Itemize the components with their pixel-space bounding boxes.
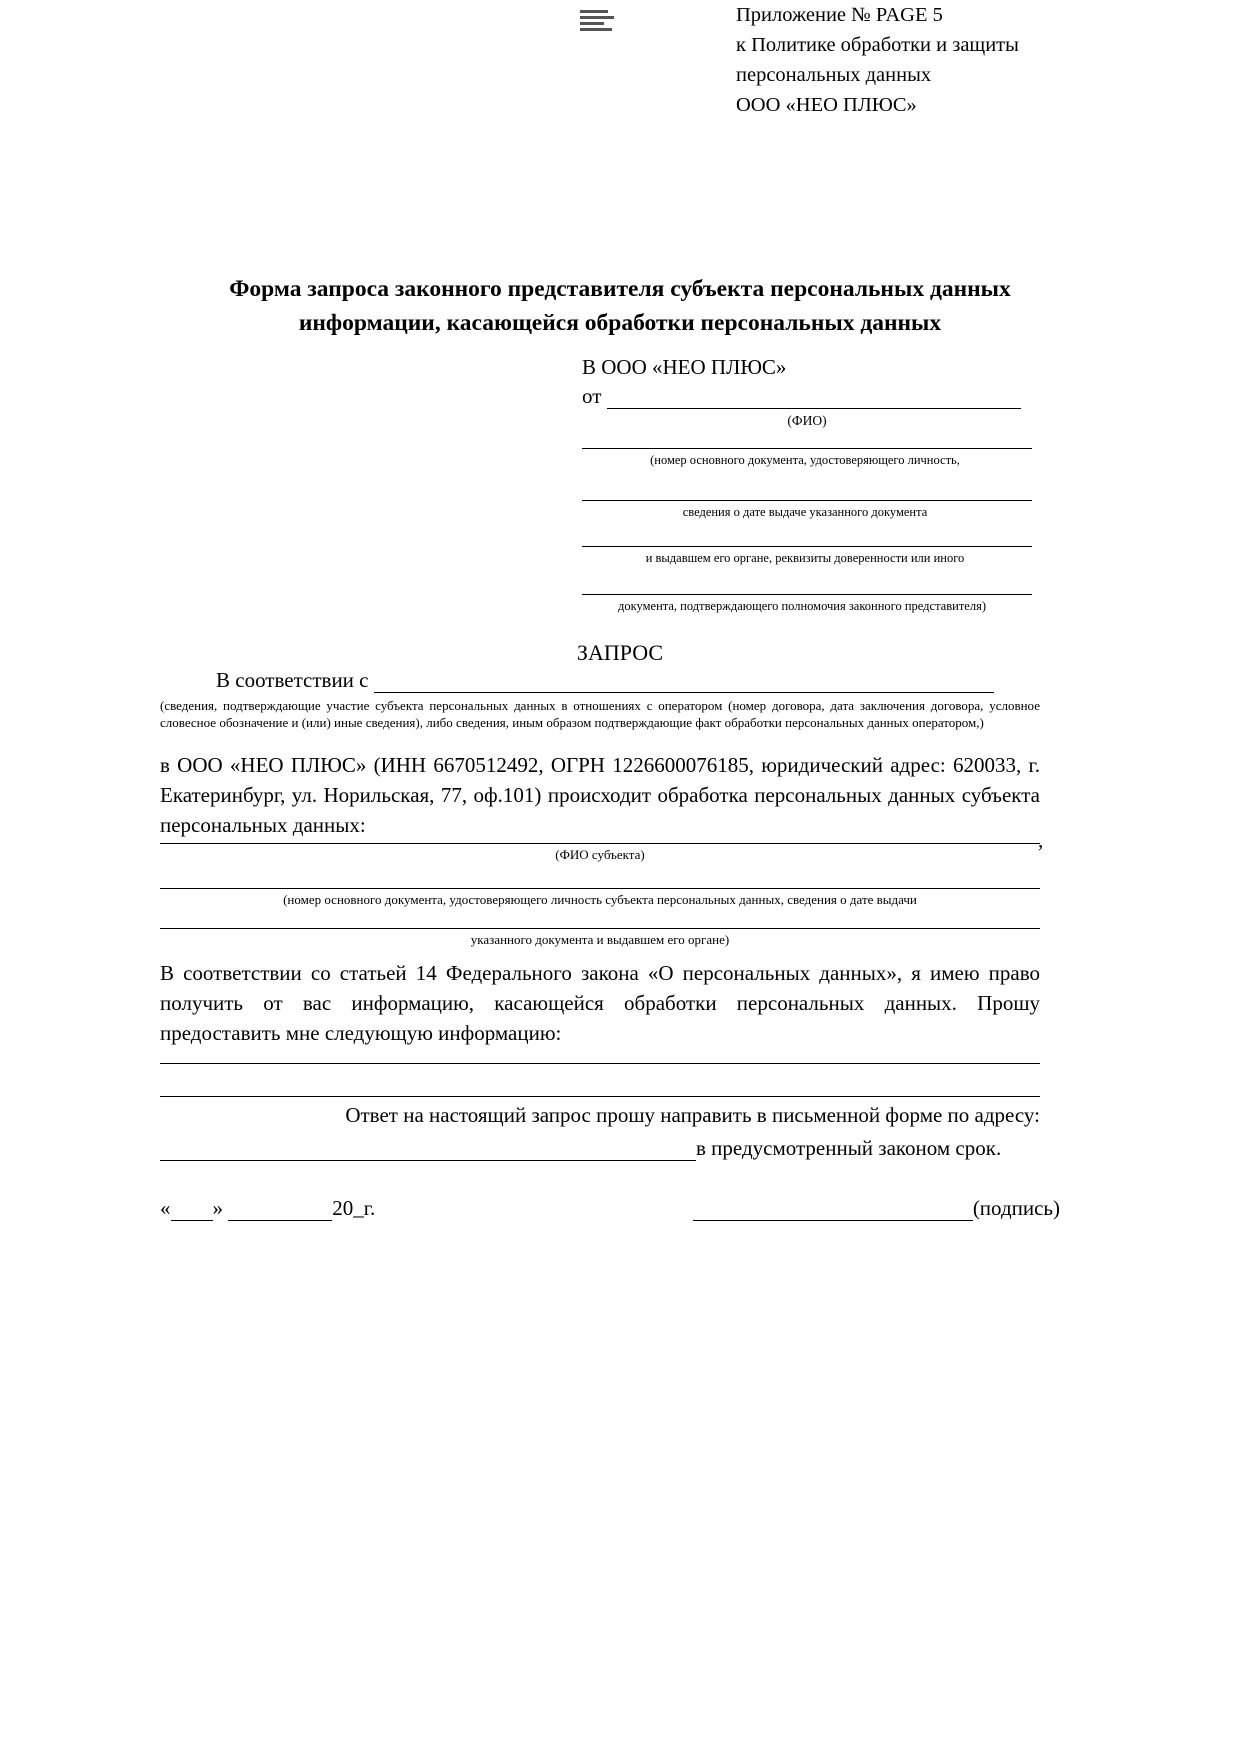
page-title: [150, 272, 1090, 340]
caption-doc-authority: документа, подтверждающего полномочия законного представителя): [618, 599, 986, 613]
caption-subject-doc-2: указанного документа и выдавшем его органе): [470, 932, 730, 947]
from-name-field[interactable]: [607, 390, 1021, 409]
date-day-blank[interactable]: [171, 1204, 213, 1221]
caption-subject-name: (ФИО субъекта): [555, 847, 645, 862]
doc-date-field[interactable]: [582, 500, 1032, 501]
note-basis: (сведения, подтверждающие участие субъекта персональных данных в отношениях с оператором (номер договора, дата заключения договора, условное словесное обозначение и (или) иные сведения), либо сведения, иным образом подтверждающие факт обработки персональных данных оператором,): [160, 698, 1040, 730]
from-label: от: [582, 384, 602, 408]
signature-caption: (подпись): [972, 1196, 1060, 1220]
addressee-org: В ООО «НЕО ПЛЮС»: [582, 355, 787, 379]
from-row: [582, 384, 1032, 409]
doc-authority-field[interactable]: [582, 594, 1032, 595]
signature-row: [160, 1196, 1060, 1221]
caption-doc-number: (номер основного документа, удостоверяющего личность,: [650, 453, 960, 467]
date-field-group[interactable]: [160, 1196, 375, 1221]
request-heading: ЗАПРОС: [576, 640, 664, 665]
caption-fio: (ФИО): [787, 413, 827, 428]
requested-info-field-1[interactable]: [160, 1063, 1040, 1064]
subject-doc-issuer-field[interactable]: [160, 928, 1040, 929]
page-title-line-1: Форма запроса законного представителя субъекта персональных данных: [229, 276, 1011, 302]
body-paragraph-2: В соответствии со статьей 14 Федерального закона «О персональных данных», я имею право получить от вас информацию, касающейся обработки персональных данных. Прошу предоставить мне следующую информацию:: [160, 961, 1040, 1045]
subject-name-comma: ,: [1038, 828, 1044, 852]
answer-address-line: Ответ на настоящий запрос прошу направить в письменной форме по адресу:: [345, 1103, 1040, 1127]
requested-info-field-2[interactable]: [160, 1096, 1040, 1097]
in-accordance-label: В соответствии с: [216, 668, 369, 692]
doc-number-field[interactable]: [582, 448, 1032, 449]
basis-field[interactable]: [374, 674, 994, 693]
signature-blank[interactable]: [693, 1204, 973, 1221]
in-accordance-row: [160, 668, 1040, 693]
date-year-suffix: 20_г.: [332, 1196, 376, 1220]
header-line-4: ООО «НЕО ПЛЮС»: [736, 94, 917, 116]
header-line-1: Приложение № PAGE 5: [736, 4, 943, 26]
page-title-line-2: информации, касающейся обработки персональных данных: [298, 310, 942, 336]
date-close-quote: »: [212, 1196, 223, 1220]
header-line-2: к Политике обработки и защиты: [736, 34, 1019, 56]
date-open-quote: «: [160, 1196, 171, 1220]
header-line-3: персональных данных: [736, 64, 932, 86]
body-paragraph-1: в ООО «НЕО ПЛЮС» (ИНН 6670512492, ОГРН 1226600076185, юридический адрес: 620033, г. Екатеринбург, ул. Норильская, 77, оф.101) происходит обработка персональных данных субъекта персональных данных:: [160, 753, 1040, 837]
doc-issuer-field[interactable]: [582, 546, 1032, 547]
subject-name-field[interactable]: [160, 843, 1040, 844]
caption-subject-doc-1: (номер основного документа, удостоверяющего личность субъекта персональных данных, сведения о дате выдачи: [283, 892, 917, 907]
page-mark-icon: [580, 10, 618, 40]
answer-address-tail: в предусмотренный законом срок.: [696, 1136, 1002, 1160]
answer-address-field[interactable]: [160, 1142, 696, 1161]
document-header: [736, 0, 1156, 120]
date-month-blank[interactable]: [228, 1204, 332, 1221]
answer-address-row: [160, 1136, 1040, 1161]
caption-doc-date: сведения о дате выдаче указанного документа: [682, 505, 928, 519]
subject-doc-field[interactable]: [160, 888, 1040, 889]
caption-doc-issuer: и выдавшем его органе, реквизиты доверенности или иного: [645, 551, 965, 565]
signature-field-group[interactable]: [693, 1196, 1060, 1221]
